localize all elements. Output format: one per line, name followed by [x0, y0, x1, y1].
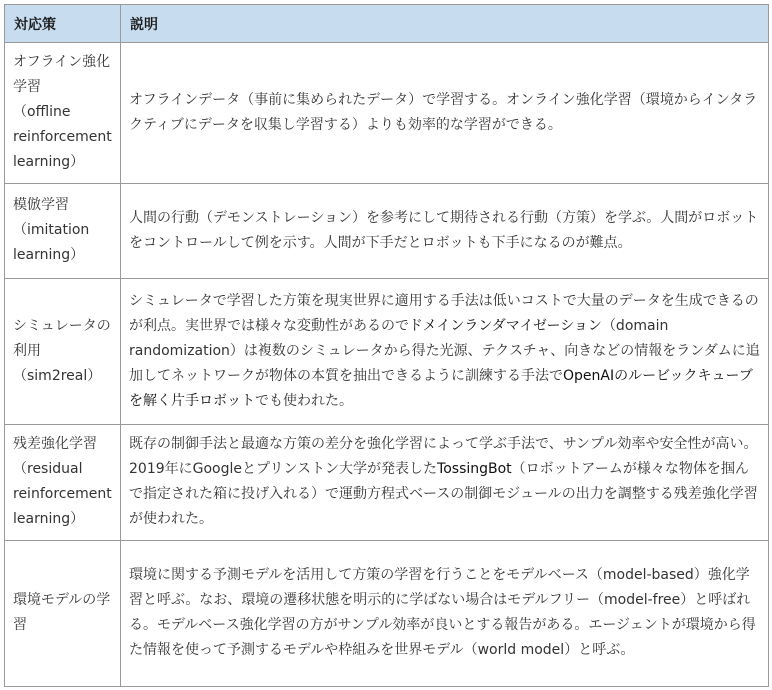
description-text: （ロボットアームが様々な物体を掴んで指定された箱に投げ入れる）で運動方程式ベースの制御モジュールの出力を調整する残差強化学習が使われた。 [129, 461, 758, 527]
term-english: （sim2real） [13, 367, 102, 384]
description-cell [121, 425, 769, 541]
term-cell [5, 43, 121, 184]
description-text: （domain randomization）は複数のシミュレータから得た光源、テクスチャ、向きなどの情報をランダムに追加してネットワークが物体の本質を抽出できるように訓練する手法で [129, 317, 760, 384]
link-tossingbot[interactable]: TossingBot [437, 461, 512, 477]
term-cell [5, 184, 121, 279]
term-english: （imitation learning） [13, 222, 90, 263]
table-row [5, 279, 769, 425]
description-text: シミュレータで学習した方策を現実世界に適用する手法は低いコストで大量のデータを生成できるのが利点。実世界では様々な変動性があるので [129, 292, 759, 334]
header-countermeasure: 対応策 [5, 5, 121, 43]
description-cell [121, 541, 769, 687]
description-cell [121, 43, 769, 184]
description-text: 環境に関する予測モデルを活用して方策の学習を行うことをモデルベース（model-based）強化学習と呼ぶ。なお、環境の遷移状態を明示的に学ばない場合はモデルフリー（model-free）と呼ばれる。モデルベース強化学習の方がサンプル効率が良いとする報告がある。エージェントが環境から得た情報を使って予測するモデルや枠組みを世界モデル（world model）と呼ぶ。 [129, 567, 756, 658]
term-english: （offline reinforcement learning） [13, 104, 112, 170]
table-row [5, 184, 769, 279]
countermeasure-table [4, 4, 769, 687]
description-text: 既存の制御手法と最適な方策の差分を強化学習によって学ぶ手法で、サンプル効率や安全性が高い。2019年にGoogleとプリンストン大学が発表した [129, 436, 758, 477]
term-name: オフライン強化学習 [13, 54, 111, 95]
description-text: でも使われた。 [255, 392, 353, 409]
table-header-row [5, 5, 769, 43]
term-cell [5, 279, 121, 425]
description-cell [121, 279, 769, 425]
term-name: 環境モデルの学習 [13, 592, 111, 633]
link-domain-randomization[interactable]: ドメインランダマイゼーション [408, 317, 602, 334]
description-text: 人間の行動（デモンストレーション）を参考にして期待される行動（方策）を学ぶ。人間がロボットをコントロールして例を示す。人間が下手だとロボットも下手になるのが難点。 [129, 209, 759, 251]
term-name: 残差強化学習 [13, 436, 97, 452]
header-description: 説明 [121, 5, 769, 43]
table-row [5, 43, 769, 184]
term-cell [5, 425, 121, 541]
description-text: オフラインデータ（事前に集められたデータ）で学習する。オンライン強化学習（環境からインタラクティブにデータを収集し学習する）よりも効率的な学習ができる。 [129, 91, 758, 133]
table-row [5, 425, 769, 541]
term-name: 模倣学習 [13, 197, 69, 213]
description-cell [121, 184, 769, 279]
term-name: シミュレータの利用 [13, 317, 111, 359]
table-row [5, 541, 769, 687]
comparison-table-container [4, 4, 768, 687]
term-english: （residual reinforcement learning） [13, 461, 112, 527]
link-openai-rubiks-cube-robot[interactable]: OpenAIのルービックキューブを解く片手ロボット [129, 367, 753, 409]
term-cell [5, 541, 121, 687]
